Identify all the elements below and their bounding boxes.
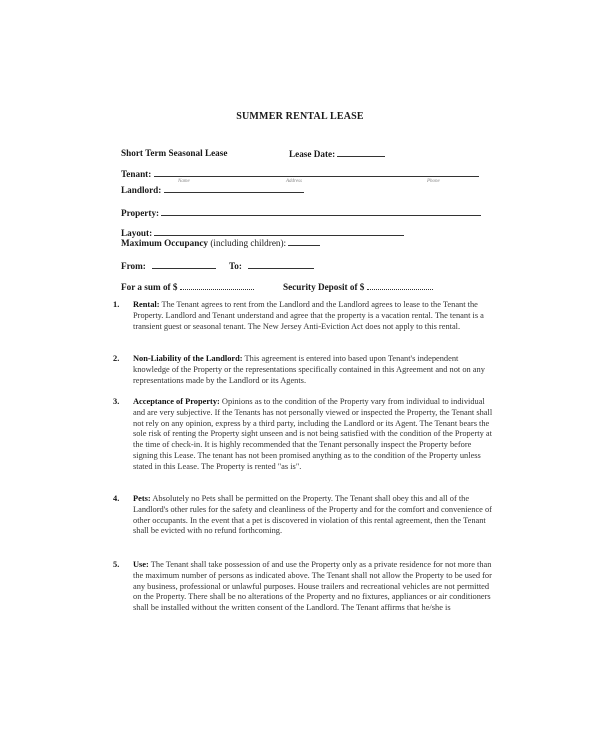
tenant-line [121,168,479,179]
landlord-label: Landlord: [121,185,162,195]
from-line [121,260,216,271]
lease-date-field[interactable] [337,148,385,157]
deposit-label: Security Deposit of $ [283,282,365,292]
section-text: The Tenant shall take possession of and use the Property only as a private residence for not more than the maximum number of persons as indicated above. The Tenant shall not allow the Property to be used for any business, professional or unlawful purposes. House trailers and recreational vehicles are not permitted on the Property. There shall be no alterations of the Property and no fixtures, appliances or air conditioners shall be installed without the written consent of the Landlord. The Tenant affirms that he/she is [133,560,492,613]
landlord-line [121,184,304,195]
section-use [113,560,493,614]
deposit-line [283,281,433,292]
to-line [229,260,314,271]
max-occupancy-field[interactable] [288,237,320,246]
section-text: The Tenant agrees to rent from the Landlord and the Landlord agrees to lease to the Tenant the Property. Landlord and Tenant understand and agree that the property is a vacation rental. The tenant is a transient guest or seasonal tenant. The New Jersey Anti-Eviction Act does not apply to this rental. [133,300,484,331]
section-rental [113,300,493,332]
section-number: 4. [113,494,120,503]
tenant-label: Tenant: [121,169,152,179]
landlord-field[interactable] [164,184,304,193]
lease-date-label: Lease Date: [289,149,336,159]
section-pets [113,494,493,537]
max-occupancy-line [121,237,320,248]
section-non-liability [113,354,493,386]
lease-type-label: Short Term Seasonal Lease [121,148,228,158]
section-number: 5. [113,560,120,569]
lease-date-line [289,148,385,159]
section-acceptance [113,397,493,473]
layout-field[interactable] [154,227,404,236]
property-field[interactable] [161,207,481,216]
section-number: 1. [113,300,120,309]
property-line [121,207,481,218]
tenant-sub-phone: Phone [427,179,440,184]
sum-label: For a sum of $ [121,282,178,292]
section-number: 2. [113,354,120,363]
layout-label: Layout: [121,228,153,238]
sum-line [121,281,254,292]
tenant-sub-name: Name [178,179,190,184]
from-field[interactable] [152,260,216,269]
section-text: This agreement is entered into based upon Tenant's independent knowledge of the Property or the representations specifically contained in this Agreement and not on any representations made by the Landlord or its Agents. [133,354,485,385]
document-title: SUMMER RENTAL LEASE [236,111,364,122]
section-heading: Pets: [133,494,151,503]
sum-field[interactable] [180,281,254,290]
max-occupancy-note: (including children): [210,238,287,248]
lease-type-line [121,148,227,158]
max-occupancy-label: Maximum Occupancy [121,238,209,248]
to-label: To: [229,261,242,271]
from-label: From: [121,261,146,271]
tenant-field[interactable] [154,168,479,177]
section-number: 3. [113,397,120,406]
tenant-sub-address: Address [286,179,302,184]
to-field[interactable] [248,260,314,269]
section-heading: Acceptance of Property: [133,397,220,406]
section-heading: Rental: [133,300,160,309]
section-text: Opinions as to the condition of the Property vary from individual to individual and are very subjective. If the Tenants has not personally viewed or inspected the Property, the Tenant shall not rely on any opinion, express by a third party, including the Landlord or its Agent. The Tenant bears the sole risk of renting the Property sight unseen and is not being satisfied with the condition of the Property at the time of check-in. It is highly recommended that the Tenant personally inspect the Property before signing this Lease. The tenant has not been promised anything as to the condition of the Property unless stated in this Lease. The Property is rented "as is". [133,397,493,471]
section-text: Absolutely no Pets shall be permitted on the Property. The Tenant shall obey this and all of the Landlord's other rules for the safety and cleanliness of the Property and for the comfort and convenience of other occupants. In the event that a pet is discovered in violation of this rental agreement, then the Tenant shall be evicted with no refund forthcoming. [133,494,492,536]
property-label: Property: [121,208,160,218]
deposit-field[interactable] [367,281,433,290]
section-heading: Non-Liability of the Landlord: [133,354,243,363]
section-heading: Use: [133,560,149,569]
